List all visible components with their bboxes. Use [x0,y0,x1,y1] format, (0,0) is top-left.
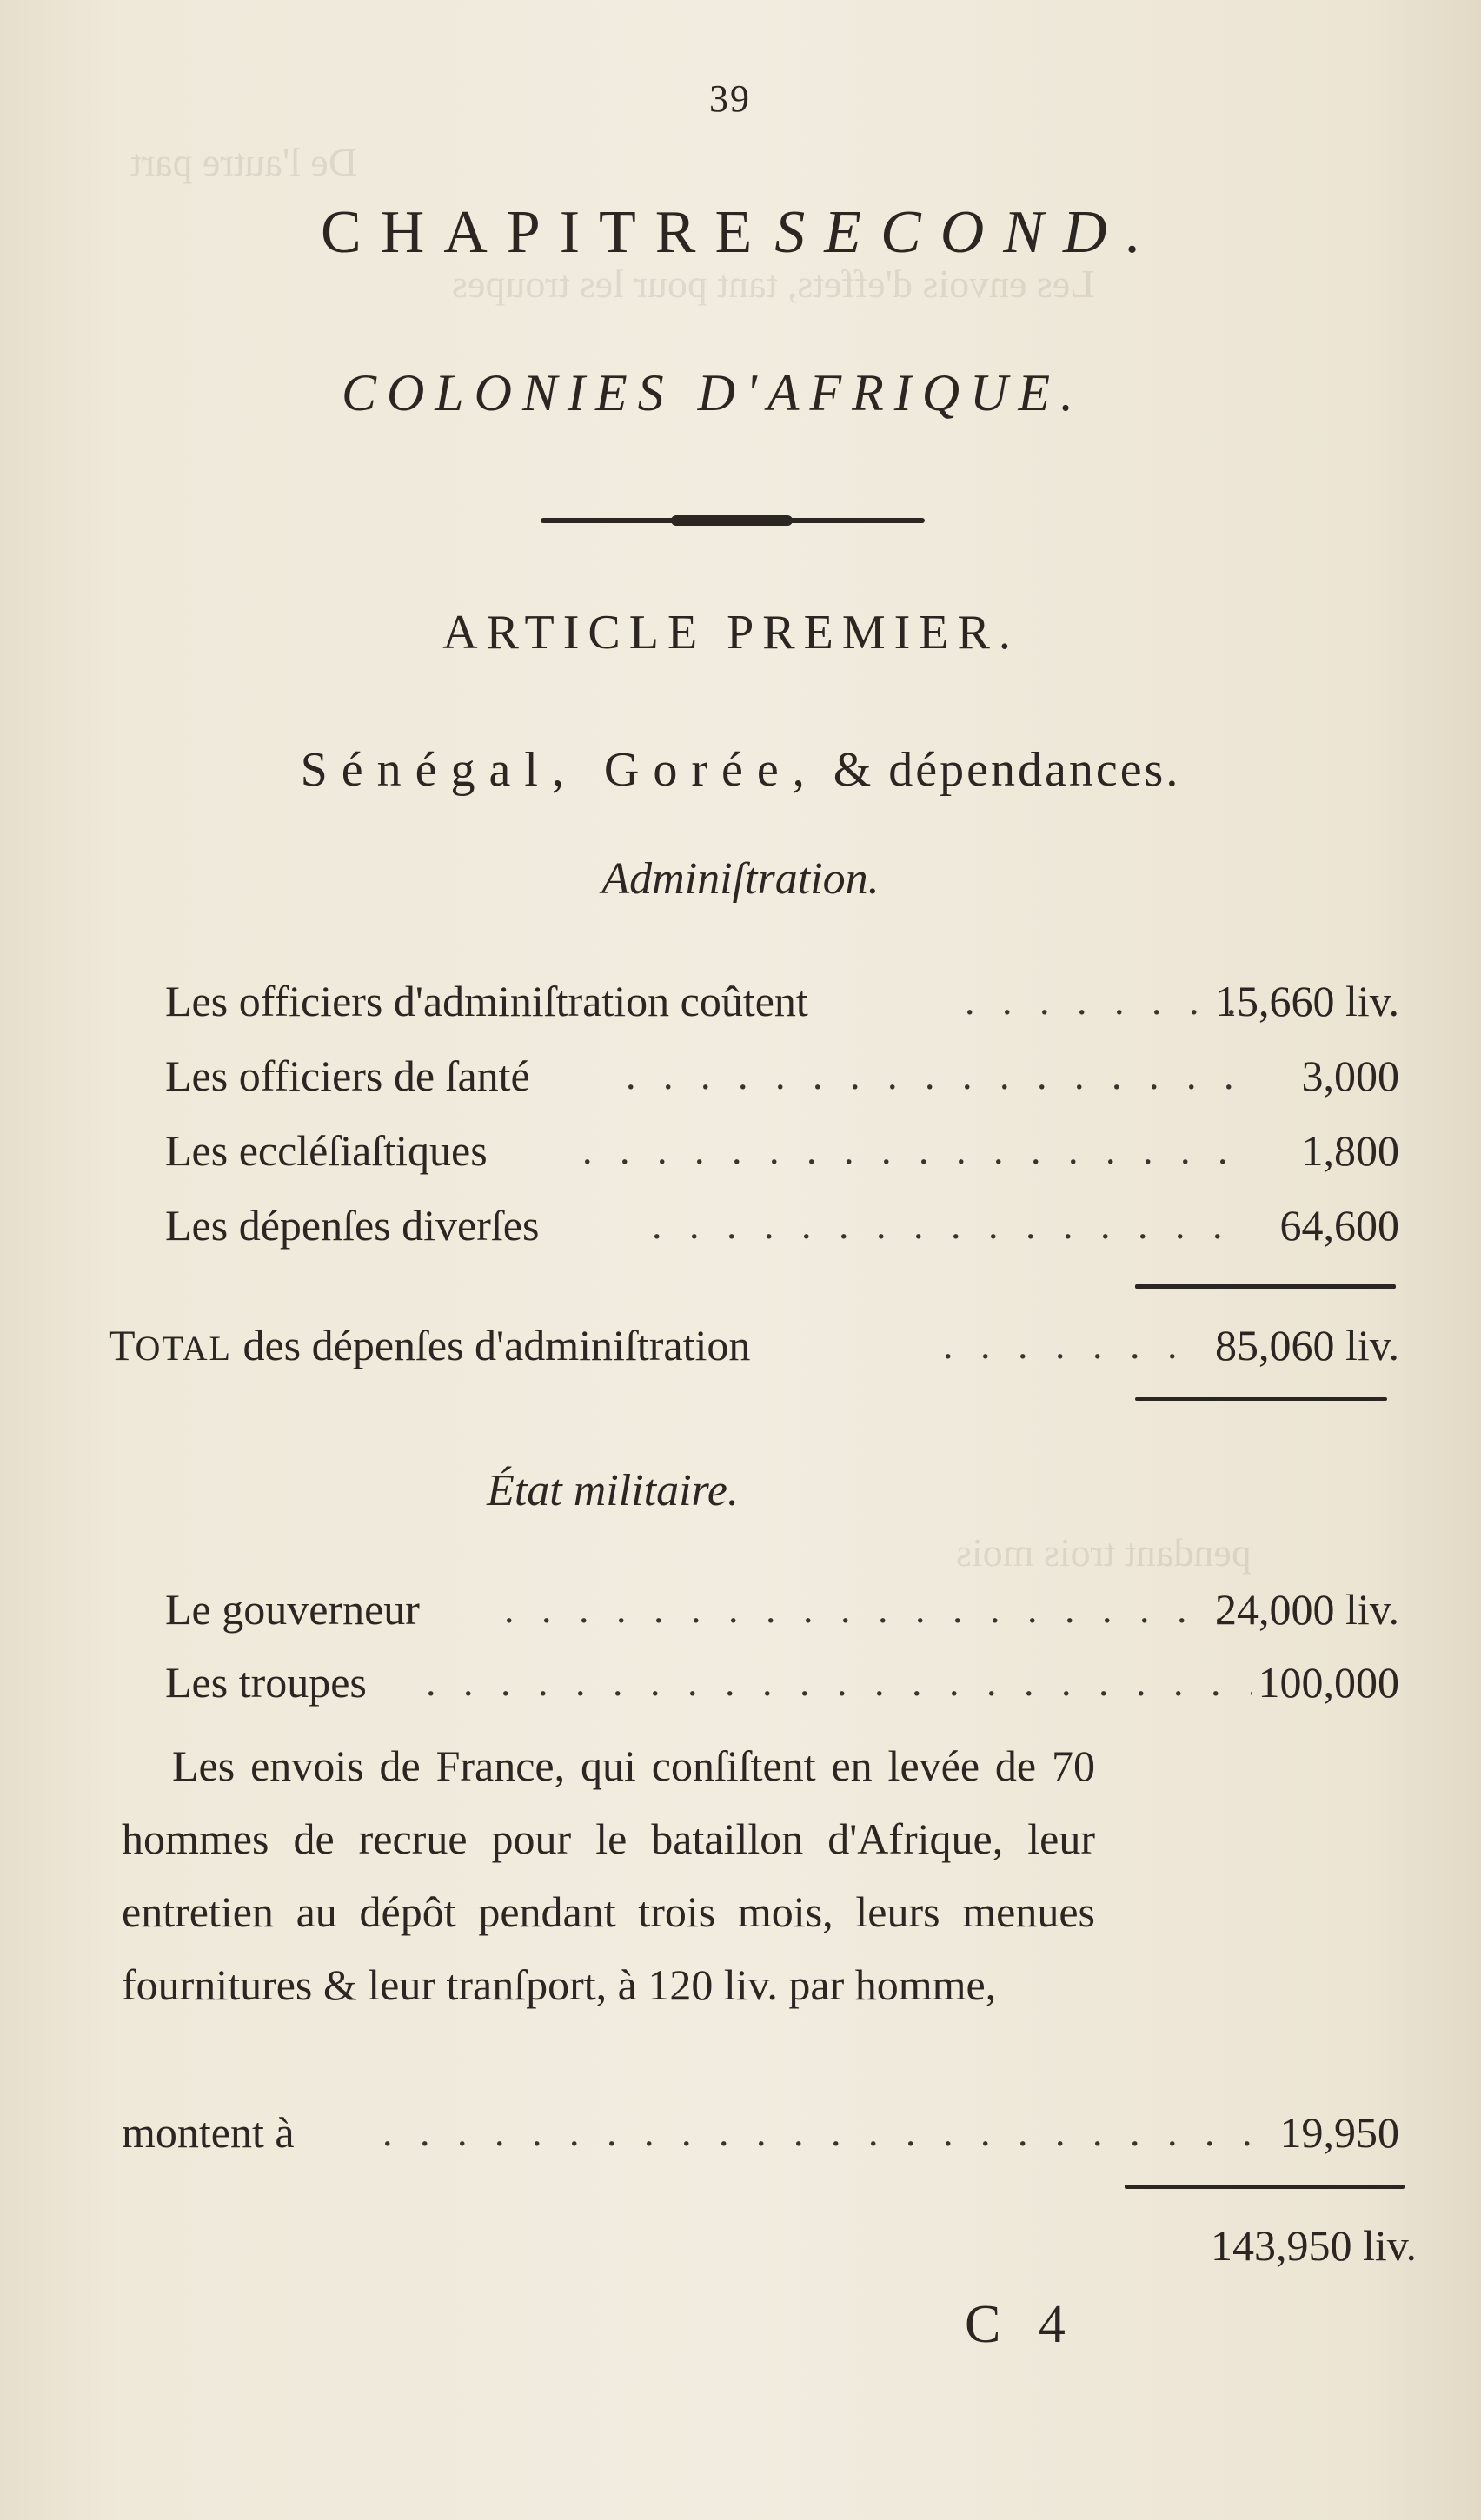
total-value: 85,060 liv. [1214,1321,1399,1369]
place-heading [0,742,1481,798]
bleed-through: Les envois d'effets, tant pour les troupes [452,262,1095,306]
ledger-value: 100,000 [1258,1658,1399,1707]
ledger-label: Le gouverneur [165,1585,420,1634]
ledger-row [165,1648,1399,1717]
paragraph-text: Les envois de France, qui conſiſtent en levée de 70 hommes de recrue pour le bataillon d'Afrique, leur entretien au dépôt pendant trois mois, leurs menues fournitures & leur tranſport, à 120 liv. par homme, [122,1741,1095,2009]
sum-value: 143,950 liv. [1210,2221,1417,2270]
ornamental-rule [541,518,925,523]
dot-leader [382,2098,1252,2167]
ledger-row [165,1575,1399,1644]
total-label-initial: T [109,1321,136,1369]
ledger-label: Les dépenſes diverſes [165,1201,540,1250]
page-number: 39 [709,77,751,120]
ledger-value: 24,000 liv. [1214,1585,1399,1634]
total-label-smallcaps: OTAL [135,1329,232,1368]
ledger-row [165,1116,1399,1185]
chapter-title-ordinal: SECOND. [774,199,1160,266]
ledger-value: 1,800 [1301,1126,1399,1175]
ledger-row [165,1190,1399,1260]
signature-mark: C 4 [965,2295,1078,2354]
recruit-paragraph [122,1729,1095,2021]
dot-leader [426,1648,1252,1717]
total-label-rest: des dépenſes d'adminiſtration [231,1321,751,1369]
militaire-heading: État militaire. [487,1466,739,1515]
ledger-value: 19,950 [1279,2108,1399,2157]
ledger-row [122,2098,1399,2167]
ledger-row [165,1041,1399,1111]
sum-rule [1135,1284,1396,1289]
place-heading-spaced: Sénégal, Gorée, [300,743,819,797]
section-title: COLONIES D'AFRIQUE. [341,364,1085,421]
bleed-through: De l'autre part [130,140,358,184]
sum-rule [1125,2185,1405,2189]
ledger-label: Les officiers de ſanté [165,1051,530,1100]
ledger-value: 64,600 [1279,1201,1399,1250]
ledger-value: 15,660 liv. [1214,977,1399,1025]
chapter-title [0,198,1481,268]
place-heading-rest: & dépendances. [833,743,1181,797]
ledger-label: Les officiers d'adminiſtration coûtent [165,977,808,1025]
ledger-row [165,966,1399,1036]
article-title: ARTICLE PREMIER. [442,606,1019,660]
total-label [109,1310,750,1383]
ledger-label: Les eccléſiaſtiques [165,1126,488,1175]
total-row [109,1310,1399,1380]
bleed-through: pendant trois mois [956,1530,1252,1575]
chapter-title-word: CHAPITRE [321,199,772,266]
ledger-label: Les troupes [165,1658,367,1707]
administration-heading: Adminiſtration. [601,854,880,904]
ledger-label: montent à [122,2108,295,2157]
ledger-value: 3,000 [1301,1051,1399,1100]
sum-rule [1135,1397,1387,1401]
